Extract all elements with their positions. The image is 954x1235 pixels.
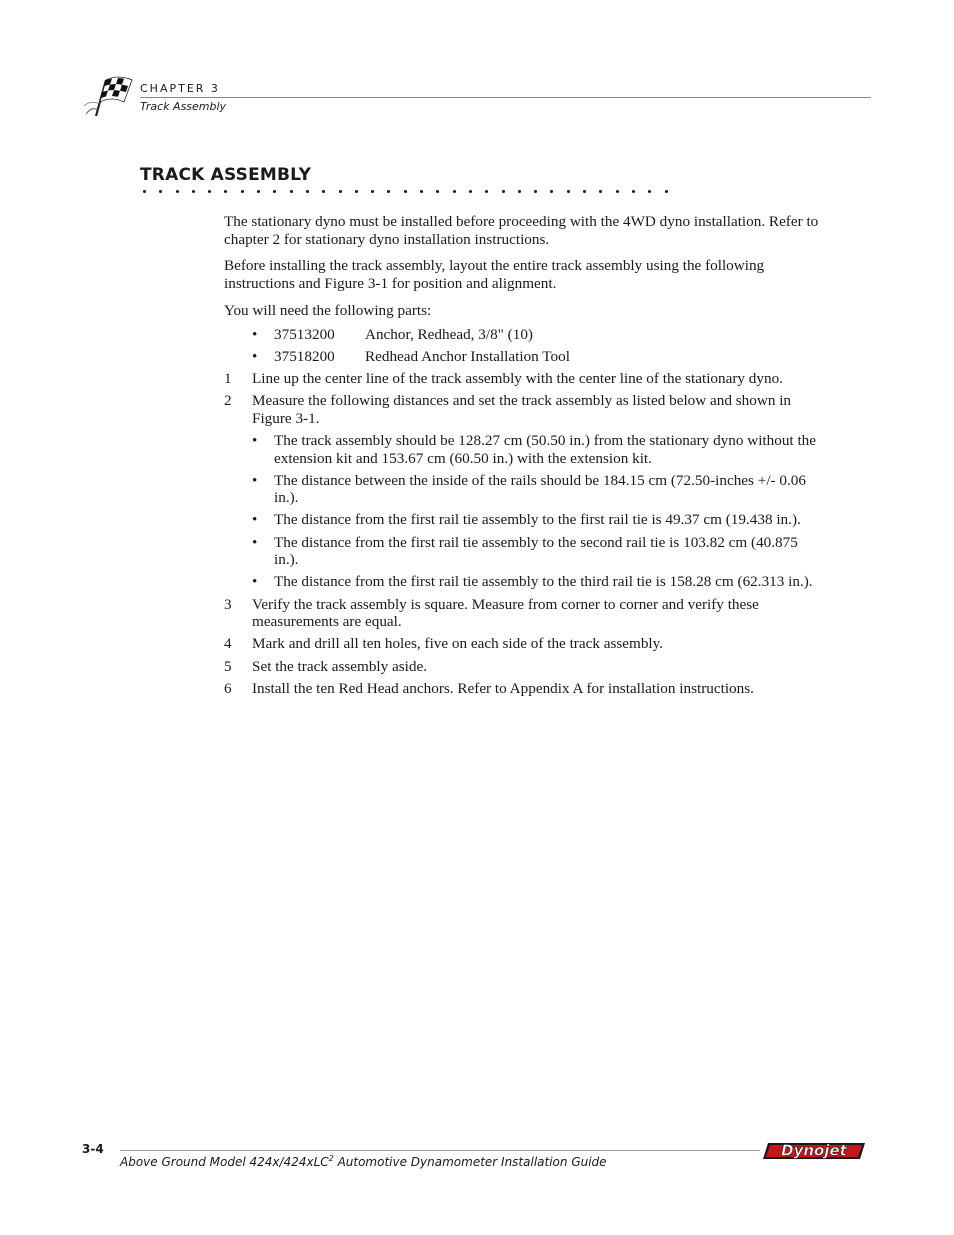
divider-dot bbox=[518, 190, 521, 193]
measurement-text: The distance from the first rail tie assembly to the third rail tie is 158.28 cm (62.313 in.). bbox=[274, 573, 813, 591]
bullet: • bbox=[252, 471, 258, 489]
step-item bbox=[224, 370, 824, 388]
divider-dot bbox=[453, 190, 456, 193]
part-description: Redhead Anchor Installation Tool bbox=[365, 347, 570, 365]
step-text: Mark and drill all ten holes, five on each side of the track assembly. bbox=[252, 635, 664, 653]
divider-dot bbox=[632, 190, 635, 193]
divider-dot bbox=[648, 190, 651, 193]
guide-title-rest: Automotive Dynamometer Installation Guide bbox=[333, 1155, 607, 1169]
part-description: Anchor, Redhead, 3/8" (10) bbox=[365, 325, 533, 343]
step-item bbox=[224, 658, 824, 676]
divider-dot bbox=[404, 190, 407, 193]
part-item bbox=[252, 348, 824, 366]
divider-dot bbox=[208, 190, 211, 193]
part-number: 37513200 bbox=[274, 325, 335, 343]
divider-dot bbox=[322, 190, 325, 193]
divider-dot bbox=[224, 190, 227, 193]
divider-dot bbox=[420, 190, 423, 193]
part-number: 37518200 bbox=[274, 347, 335, 365]
step-number: 4 bbox=[224, 635, 232, 653]
intro-paragraph: You will need the following parts: bbox=[224, 301, 432, 319]
step-number: 5 bbox=[224, 657, 232, 675]
document-body bbox=[224, 213, 824, 702]
measurement-item bbox=[252, 432, 824, 467]
divider-dot bbox=[567, 190, 570, 193]
measurement-text: The distance between the inside of the rails should be 184.15 cm (72.50-inches +/- 0.06 in.). bbox=[274, 471, 806, 507]
divider-dot bbox=[534, 190, 537, 193]
page-number: 3-4 bbox=[82, 1142, 104, 1156]
divider-dot bbox=[273, 190, 276, 193]
measurements-list bbox=[224, 432, 824, 591]
divider-dot bbox=[339, 190, 342, 193]
bullet: • bbox=[252, 347, 258, 365]
step-text: Verify the track assembly is square. Measure from corner to corner and verify these measurements are equal. bbox=[252, 595, 759, 631]
bullet: • bbox=[252, 325, 258, 343]
divider-dot bbox=[257, 190, 260, 193]
measurement-item bbox=[252, 534, 824, 569]
chapter-label: CHAPTER 3 bbox=[140, 82, 220, 95]
divider-dot bbox=[176, 190, 179, 193]
dotted-divider bbox=[143, 190, 668, 194]
measurement-item bbox=[252, 472, 824, 507]
step-text: Line up the center line of the track assembly with the center line of the stationary dyno. bbox=[252, 369, 783, 387]
guide-title-superscript: 2 bbox=[328, 1154, 334, 1163]
measurement-text: The distance from the first rail tie assembly to the second rail tie is 103.82 cm (40.875 in.). bbox=[274, 533, 798, 569]
guide-title bbox=[120, 1154, 607, 1169]
measurement-item bbox=[252, 573, 824, 591]
divider-dot bbox=[143, 190, 146, 193]
divider-dot bbox=[371, 190, 374, 193]
divider-dot bbox=[665, 190, 668, 193]
step-item bbox=[224, 392, 824, 427]
divider-dot bbox=[583, 190, 586, 193]
step-item bbox=[224, 680, 824, 698]
bullet: • bbox=[252, 533, 258, 551]
footer-divider bbox=[120, 1150, 760, 1151]
divider-dot bbox=[469, 190, 472, 193]
step-number: 2 bbox=[224, 392, 232, 410]
dynojet-logo bbox=[762, 1142, 866, 1160]
divider-dot bbox=[290, 190, 293, 193]
divider-dot bbox=[616, 190, 619, 193]
divider-dot bbox=[192, 190, 195, 193]
divider-dot bbox=[159, 190, 162, 193]
intro-paragraph: The stationary dyno must be installed before proceeding with the 4WD dyno installation. Refer to chapter 2 for stationary dyno installation instructions. bbox=[224, 213, 819, 248]
step-number: 6 bbox=[224, 679, 232, 697]
measurement-text: The track assembly should be 128.27 cm (50.50 in.) from the stationary dyno without the extension kit and 153.67 cm (60.50 in.) with the extension kit. bbox=[274, 431, 817, 467]
checkered-flag-icon bbox=[82, 76, 134, 118]
step-text: Set the track assembly aside. bbox=[252, 657, 428, 675]
bullet: • bbox=[252, 511, 258, 529]
step-item bbox=[224, 596, 824, 631]
step-number: 1 bbox=[224, 369, 232, 387]
guide-title-main: Above Ground Model 424x/424xLC bbox=[120, 1155, 329, 1169]
measurement-item bbox=[252, 511, 824, 529]
measurement-text: The distance from the first rail tie assembly to the first rail tie is 49.37 cm (19.438 in.). bbox=[274, 511, 801, 529]
intro-paragraph: Before installing the track assembly, layout the entire track assembly using the following instructions and Figure 3-1 for position and alignment. bbox=[224, 257, 765, 293]
parts-list bbox=[224, 326, 824, 366]
divider-dot bbox=[502, 190, 505, 193]
divider-dot bbox=[485, 190, 488, 193]
header-divider bbox=[140, 97, 871, 98]
bullet: • bbox=[252, 431, 258, 449]
step-text: Measure the following distances and set the track assembly as listed below and shown in Figure 3-1. bbox=[252, 392, 792, 427]
chapter-subtitle: Track Assembly bbox=[140, 100, 227, 113]
part-item bbox=[252, 326, 824, 344]
steps-list bbox=[224, 370, 824, 697]
divider-dot bbox=[599, 190, 602, 193]
divider-dot bbox=[355, 190, 358, 193]
divider-dot bbox=[241, 190, 244, 193]
bullet: • bbox=[252, 573, 258, 591]
divider-dot bbox=[436, 190, 439, 193]
step-item bbox=[224, 635, 824, 653]
divider-dot bbox=[306, 190, 309, 193]
step-number: 3 bbox=[224, 595, 232, 613]
divider-dot bbox=[387, 190, 390, 193]
step-text: Install the ten Red Head anchors. Refer to Appendix A for installation instructions. bbox=[252, 679, 754, 697]
section-title: TRACK ASSEMBLY bbox=[140, 165, 312, 185]
logo-text: Dynojet bbox=[781, 1142, 847, 1160]
divider-dot bbox=[550, 190, 553, 193]
